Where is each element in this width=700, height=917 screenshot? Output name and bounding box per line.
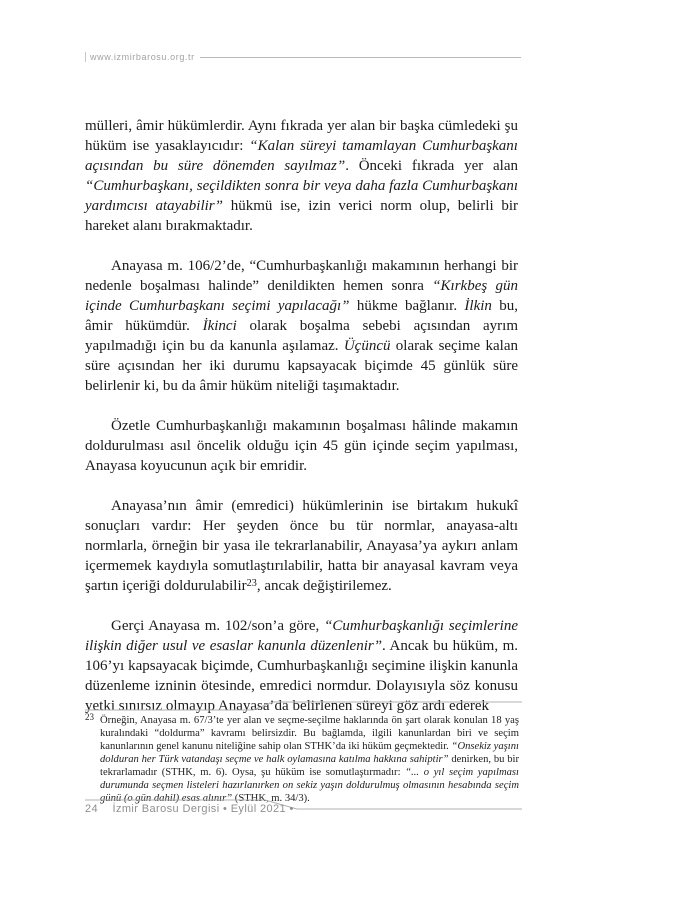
page-footer	[85, 803, 521, 815]
footer-journal-title: İzmir Barosu Dergisi • Eylül 2021 •	[112, 803, 294, 815]
header-tick-mark	[85, 52, 86, 62]
body-paragraph: Gerçi Anayasa m. 102/son’a göre, “Cumhurbaşkanlığı seçimlerine ilişkin diğer usul ve esaslar kanunla düzenlenir”. Ancak bu hüküm, m. 106’yı kapsayacak biçimde, Cumhurbaşkanlığı seçimine ilişkin kanunla düzenleme izninin ötesinde, emredici normdur. Dolayısıyla söz konusu yetki sınırsız olmayıp Anayasa’da belirlenen süreyi göz ardı ederek	[85, 618, 519, 714]
body-paragraph: mülleri, âmir hükümlerdir. Aynı fıkrada yer alan bir başka cümledeki şu hüküm ise yasaklayıcıdır: “Kalan süreyi tamamlayan Cumhurbaşkanı açısından bu süre dönemden sayılmaz”. Önceki fıkrada yer alan “Cumhurbaşkanı, seçildikten sonra bir veya daha fazla Cumhurbaşkanı yardımcısı atayabilir” hükmü ise, izin verici norm olup, belirli bir hareket alanı bırakmaktadır.	[85, 118, 518, 234]
footer-page-number: 24	[85, 803, 99, 815]
body-paragraph: Anayasa m. 106/2’de, “Cumhurbaşkanlığı makamının herhangi bir nedenle boşalması halinde” denildikten hemen sonra “Kırkbeş gün içinde Cumhurbaşkanı seçimi yapılacağı” hükme bağlanır. İlkin bu, âmir hükümdür. İkinci olarak boşalma sebebi açısından ayrım yapılmadığı için bu da kanunla aşılamaz. Üçüncü olarak seçime kalan süre açısından her iki durumu kapsayacak biçimde 45 günlük süre belirlenir ki, bu da âmir hüküm niteliği taşımaktadır.	[85, 258, 519, 394]
footnote-text: Örneğin, Anayasa m. 67/3’te yer alan ve seçme-seçilme haklarında ön şart olarak konulan 18 yaş kuralındaki “doldurma” kavramı belirsizdir. Bu bağlamda, ilgili kanunlardan biri ve seçim kanunlarının genel kanunu niteliğine sahip olan STHK’da iki hüküm geçmektedir. “Onsekiz yaşını dolduran her Türk vatandaşı seçme ve halk oylamasına katılma hakkına sahiptir” denirken, bu bir tekrarlamadır (STHK, m. 6). Oysa, şu hüküm ise somutlaştırmadır: “... o yıl seçim yapılması durumunda seçmen listeleri hazırlanırken on sekiz yaşın doldurulmuş olmasının hesabında seçim günü (o gün dahil) esas alınır” (STHK, m. 34/3).	[100, 715, 519, 804]
page-header	[85, 50, 521, 64]
footnote	[85, 714, 519, 805]
footnote-separator-rule	[84, 700, 524, 712]
body-text	[85, 116, 518, 736]
body-paragraph: Özetle Cumhurbaşkanlığı makamının boşalması hâlinde makamın doldurulması asıl öncelik olduğu için 45 gün içinde seçim yapılması, Anayasa koyucunun açık bir emridir.	[85, 418, 518, 474]
header-rule	[200, 57, 521, 58]
header-website-url: www.izmirbarosu.org.tr	[90, 52, 195, 62]
body-paragraph: Anayasa’nın âmir (emredici) hükümlerinin ise birtakım hukukî sonuçları vardır: Her şeyden önce bu tür normlar, anayasa-altı normlarla, örneğin bir yasa ile tekrarlanabilir, Anayasa’ya aykırı anlam içermemek kaydıyla somutlaştırılabilir, hatta bir anayasal kavram veya şartın içeriği doldurulabilir$^{23}$, ancak değiştirilemez.	[85, 498, 518, 594]
footnote-marker: 23	[85, 712, 94, 722]
